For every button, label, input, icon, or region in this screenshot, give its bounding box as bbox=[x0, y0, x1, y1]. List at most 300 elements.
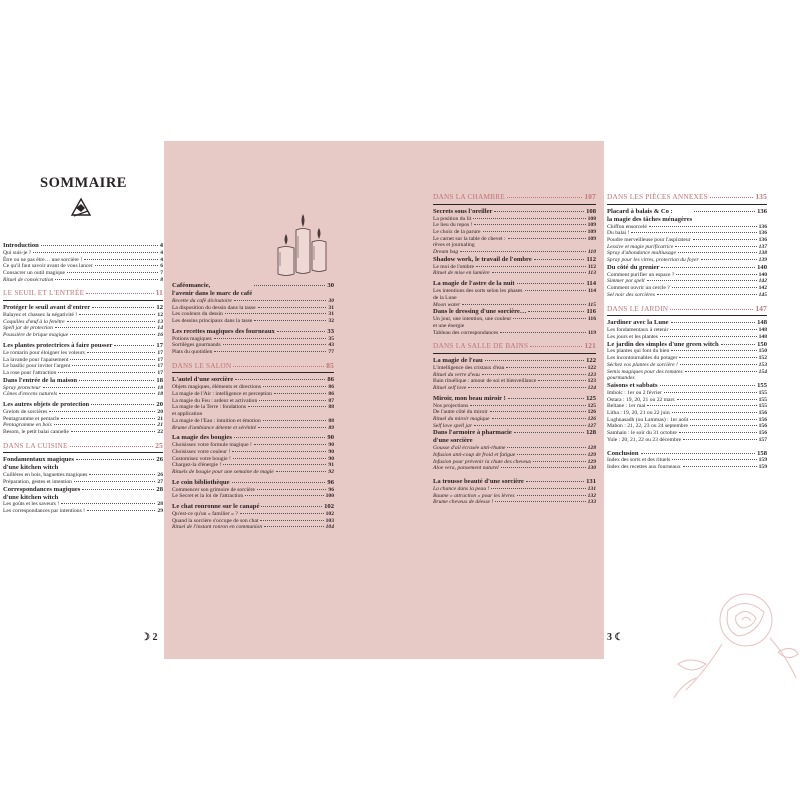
toc-entry[interactable] bbox=[3, 472, 163, 479]
dot-leader bbox=[672, 412, 757, 413]
toc-entry[interactable] bbox=[607, 348, 767, 355]
toc-entry[interactable] bbox=[3, 357, 163, 364]
dot-leader bbox=[514, 432, 584, 433]
dot-leader bbox=[259, 400, 326, 401]
toc-entry[interactable] bbox=[172, 449, 334, 456]
toc-entry[interactable] bbox=[607, 334, 767, 341]
toc-entry[interactable] bbox=[3, 508, 163, 515]
toc-entry-title: Du balai ! bbox=[607, 230, 630, 237]
toc-entry[interactable] bbox=[433, 229, 596, 236]
toc-entry[interactable] bbox=[3, 479, 163, 486]
toc-entry-title: Rituel du verre d'eau bbox=[433, 371, 480, 378]
dot-leader bbox=[260, 520, 323, 521]
toc-column-mid-right bbox=[433, 193, 596, 506]
dot-leader bbox=[492, 418, 586, 419]
toc-entry[interactable] bbox=[607, 327, 767, 334]
toc-entry[interactable] bbox=[607, 397, 767, 404]
toc-section-heading[interactable] bbox=[433, 193, 596, 202]
toc-page-number: 30 bbox=[327, 282, 334, 289]
toc-entry[interactable] bbox=[607, 257, 767, 264]
dot-leader bbox=[233, 366, 324, 367]
dot-leader bbox=[533, 461, 585, 462]
toc-entry-title: Sel noir des sorcières bbox=[607, 291, 655, 298]
toc-entry-title: L'autel d'une sorcière bbox=[172, 376, 234, 384]
toc-entry[interactable] bbox=[433, 264, 596, 271]
dot-leader bbox=[234, 437, 326, 438]
dot-leader bbox=[254, 285, 325, 286]
toc-entry-title: Un jour, une intention, une couleur et une énergie bbox=[433, 316, 512, 329]
toc-chapter-entry[interactable] bbox=[172, 328, 334, 336]
toc-page-number: 121 bbox=[584, 341, 596, 351]
section-rule bbox=[172, 372, 334, 373]
toc-entry-title: Infusion anti-coup de froid et fatigue bbox=[433, 451, 516, 458]
toc-page-number: 137 bbox=[758, 243, 767, 250]
toc-chapter-entry[interactable] bbox=[3, 486, 163, 502]
toc-entry[interactable] bbox=[172, 462, 334, 469]
toc-page-number: 109 bbox=[587, 235, 596, 242]
toc-entry-title: Choisissez votre formule magique ! bbox=[172, 442, 252, 449]
dot-leader bbox=[534, 259, 585, 260]
toc-entry[interactable] bbox=[433, 222, 596, 229]
toc-page-number: 108 bbox=[587, 215, 596, 222]
toc-entry[interactable] bbox=[607, 355, 767, 362]
toc-entry-title: Besom, le petit balai cannelle bbox=[3, 428, 70, 435]
toc-column-left bbox=[3, 242, 163, 515]
witch-emblem-icon bbox=[70, 196, 92, 218]
dot-leader bbox=[248, 406, 326, 407]
section-rule bbox=[433, 204, 596, 205]
toc-entry[interactable] bbox=[172, 336, 334, 343]
toc-entry-title: Cônes d'encens naturels bbox=[3, 391, 58, 398]
toc-entry[interactable] bbox=[172, 384, 334, 391]
toc-entry[interactable] bbox=[3, 391, 163, 398]
toc-entry[interactable] bbox=[3, 350, 163, 357]
toc-page-number: 119 bbox=[587, 329, 596, 336]
toc-entry[interactable] bbox=[607, 272, 767, 279]
toc-entry-title: Quand la sorcière s'occupe de son chat bbox=[172, 517, 259, 524]
toc-entry[interactable] bbox=[433, 459, 596, 466]
toc-entry[interactable] bbox=[433, 493, 596, 500]
toc-entry[interactable] bbox=[172, 342, 334, 349]
toc-entry[interactable] bbox=[172, 518, 334, 525]
toc-entry-title: Tableau des correspondances bbox=[433, 329, 499, 336]
toc-chapter-entry[interactable] bbox=[433, 280, 596, 288]
toc-section-heading[interactable] bbox=[607, 305, 767, 314]
toc-chapter-entry[interactable] bbox=[172, 479, 334, 487]
toc-entry[interactable] bbox=[607, 390, 767, 397]
toc-section-heading[interactable] bbox=[433, 342, 596, 351]
toc-entry[interactable] bbox=[607, 437, 767, 444]
toc-entry-title: Les jours et les plantes bbox=[607, 333, 658, 340]
toc-entry-title: Balayez et chassez la négativité ! bbox=[3, 312, 78, 319]
toc-entry[interactable] bbox=[172, 511, 334, 518]
toc-page-number: 159 bbox=[758, 464, 767, 471]
dot-leader bbox=[631, 232, 756, 233]
toc-entry[interactable] bbox=[433, 270, 596, 277]
toc-entry[interactable] bbox=[3, 409, 163, 416]
dot-leader bbox=[528, 311, 584, 312]
toc-entry-title: Litha : 19, 20, 21 ou 22 juin bbox=[607, 410, 670, 416]
toc-entry[interactable] bbox=[607, 362, 767, 369]
toc-page-number: 104 bbox=[325, 524, 334, 531]
toc-page-number: 28 bbox=[157, 501, 163, 508]
toc-entry-title: Imbolc : 1er ou 2 février bbox=[607, 389, 662, 396]
toc-page-number: 130 bbox=[587, 465, 596, 472]
toc-entry[interactable] bbox=[3, 319, 163, 326]
toc-entry[interactable] bbox=[433, 216, 596, 223]
page-number-right-value: 3 bbox=[607, 632, 612, 643]
toc-entry[interactable] bbox=[433, 423, 596, 430]
toc-entry-title: Ostara : 19, 20, 21 ou 22 mars bbox=[607, 396, 675, 403]
toc-entry[interactable] bbox=[172, 318, 334, 325]
dot-leader bbox=[76, 459, 155, 460]
toc-entry[interactable] bbox=[433, 330, 596, 337]
toc-page-number: 31 bbox=[328, 311, 334, 318]
toc-page-number: 156 bbox=[758, 430, 767, 437]
dot-leader bbox=[58, 372, 155, 373]
toc-entry[interactable] bbox=[3, 312, 163, 319]
dot-leader bbox=[41, 245, 158, 246]
toc-entry[interactable] bbox=[433, 249, 596, 256]
toc-entry[interactable] bbox=[3, 332, 163, 339]
toc-page-number: 126 bbox=[587, 416, 596, 422]
toc-page-number: 154 bbox=[758, 368, 767, 375]
toc-entry[interactable] bbox=[433, 378, 596, 385]
toc-entry[interactable] bbox=[607, 278, 767, 285]
toc-page-number: 142 bbox=[758, 278, 767, 285]
toc-entry-title: DANS LES PIÈCES ANNEXES bbox=[607, 192, 708, 201]
dot-leader bbox=[233, 458, 327, 459]
toc-entry[interactable] bbox=[433, 452, 596, 459]
toc-entry-title: DANS LE JARDIN bbox=[607, 303, 669, 313]
toc-entry-title: La magie de l'eau bbox=[433, 356, 483, 364]
toc-entry-title: Index des sorts et des rituels bbox=[607, 457, 671, 464]
toc-entry[interactable] bbox=[172, 391, 334, 398]
dot-leader bbox=[491, 488, 585, 489]
toc-column-mid-left bbox=[172, 282, 334, 531]
toc-page-number: 4 bbox=[160, 249, 163, 256]
toc-entry[interactable] bbox=[607, 430, 767, 437]
toc-entry[interactable] bbox=[433, 445, 596, 452]
toc-entry[interactable] bbox=[3, 385, 163, 392]
dot-leader bbox=[55, 327, 155, 328]
toc-page-number: 140 bbox=[758, 271, 767, 278]
dot-leader bbox=[485, 360, 584, 361]
toc-page-number: 25 bbox=[155, 440, 163, 450]
toc-entry[interactable] bbox=[607, 224, 767, 231]
toc-entry-title: Spray d'abondance multiusage bbox=[607, 250, 676, 257]
dot-leader bbox=[87, 510, 155, 511]
dot-leader bbox=[517, 454, 585, 455]
toc-entry-title: Commencer son grimoire de sorcière bbox=[172, 486, 255, 493]
toc-entry[interactable] bbox=[3, 429, 163, 436]
toc-entry-title: DANS LA CUISINE bbox=[3, 440, 68, 450]
toc-page-number: 155 bbox=[758, 389, 767, 396]
toc-entry-title: Simmer pot spell bbox=[607, 278, 645, 285]
toc-entry[interactable] bbox=[433, 403, 596, 410]
toc-chapter-entry[interactable] bbox=[172, 282, 334, 298]
toc-entry[interactable] bbox=[433, 499, 596, 506]
dot-leader bbox=[661, 267, 755, 268]
toc-entry-title: Qui suis-je ? bbox=[3, 249, 32, 256]
dot-leader bbox=[538, 380, 585, 381]
toc-entry[interactable] bbox=[433, 288, 596, 301]
dot-leader bbox=[240, 513, 324, 514]
toc-chapter-entry[interactable] bbox=[607, 319, 767, 327]
toc-entry[interactable] bbox=[433, 372, 596, 379]
toc-chapter-entry[interactable] bbox=[3, 456, 163, 472]
toc-entry-title: Rituel de consécration bbox=[3, 276, 54, 283]
toc-entry[interactable] bbox=[172, 524, 334, 531]
dot-leader bbox=[114, 345, 154, 346]
toc-entry[interactable] bbox=[3, 501, 163, 508]
toc-page-number: 148 bbox=[758, 327, 767, 334]
dot-leader bbox=[672, 459, 756, 460]
dot-leader bbox=[672, 287, 757, 288]
toc-entry-title: Brume d'ambiance détente et sérénité bbox=[172, 424, 257, 431]
toc-entry-title: La magie de l'Eau : intuition et émotion bbox=[172, 417, 261, 424]
toc-entry-title: Les fondamentaux à retenir bbox=[607, 327, 669, 334]
toc-entry[interactable] bbox=[433, 416, 596, 423]
toc-chapter-entry[interactable] bbox=[433, 478, 596, 486]
dot-leader bbox=[74, 481, 155, 482]
toc-page-number: 122 bbox=[587, 364, 596, 371]
toc-entry[interactable] bbox=[172, 425, 334, 432]
toc-entry[interactable] bbox=[172, 469, 334, 476]
toc-page-number: 17 bbox=[156, 341, 163, 349]
toc-chapter-entry[interactable] bbox=[3, 401, 163, 409]
toc-entry-title: Pentagramme et pentacle bbox=[3, 415, 60, 422]
toc-entry-title: Self love spell jar bbox=[433, 422, 472, 429]
toc-entry[interactable] bbox=[172, 456, 334, 463]
toc-entry-title: Chiffon ensorcelé bbox=[607, 223, 647, 230]
toc-entry[interactable] bbox=[433, 302, 596, 309]
toc-page-number: 125 bbox=[587, 402, 596, 409]
toc-entry[interactable] bbox=[3, 270, 163, 277]
toc-page-number: 123 bbox=[587, 378, 596, 385]
toc-chapter-entry[interactable] bbox=[607, 450, 767, 458]
toc-entry[interactable] bbox=[433, 385, 596, 392]
toc-entry[interactable] bbox=[3, 250, 163, 257]
toc-page-number: 115 bbox=[587, 301, 596, 308]
toc-entry[interactable] bbox=[3, 277, 163, 284]
toc-chapter-entry[interactable] bbox=[607, 264, 767, 272]
toc-page-number: 116 bbox=[587, 316, 596, 323]
toc-chapter-entry[interactable] bbox=[3, 304, 163, 312]
toc-chapter-entry[interactable] bbox=[433, 208, 596, 216]
toc-entry[interactable] bbox=[3, 422, 163, 429]
toc-entry-title: DANS LE SALON bbox=[172, 360, 232, 370]
toc-page-number: 124 bbox=[587, 384, 596, 391]
dot-leader bbox=[87, 352, 156, 353]
dot-leader bbox=[264, 526, 323, 527]
toc-chapter-entry[interactable] bbox=[172, 434, 334, 442]
toc-entry[interactable] bbox=[607, 237, 767, 244]
toc-entry[interactable] bbox=[607, 230, 767, 237]
toc-entry[interactable] bbox=[3, 363, 163, 370]
toc-entry[interactable] bbox=[172, 493, 334, 500]
toc-entry[interactable] bbox=[607, 403, 767, 410]
toc-page-number: 109 bbox=[587, 222, 596, 229]
dot-leader bbox=[277, 331, 326, 332]
toc-section-heading[interactable] bbox=[3, 442, 163, 451]
toc-chapter-entry[interactable] bbox=[172, 503, 334, 511]
toc-column-right bbox=[607, 193, 767, 471]
toc-entry[interactable] bbox=[433, 316, 596, 329]
toc-page-number: 102 bbox=[324, 502, 334, 510]
dot-leader bbox=[694, 211, 755, 212]
dot-leader bbox=[690, 419, 756, 420]
toc-entry[interactable] bbox=[607, 423, 767, 430]
dot-leader bbox=[232, 482, 326, 483]
toc-page-number: 21 bbox=[157, 415, 163, 422]
toc-chapter-entry[interactable] bbox=[433, 308, 596, 316]
toc-entry[interactable] bbox=[172, 298, 334, 305]
dot-leader bbox=[483, 231, 586, 232]
dot-leader bbox=[660, 336, 757, 337]
toc-entry-title: La position du lit bbox=[433, 215, 472, 222]
toc-page-number: 150 bbox=[757, 340, 767, 348]
toc-page-number: 133 bbox=[587, 499, 596, 506]
dot-leader bbox=[671, 350, 756, 351]
toc-page-number: 20 bbox=[157, 408, 163, 415]
dot-leader bbox=[72, 365, 155, 366]
toc-entry[interactable] bbox=[3, 325, 163, 332]
toc-page-number: 152 bbox=[758, 355, 767, 362]
toc-chapter-entry[interactable] bbox=[433, 256, 596, 264]
toc-entry-title: Caféomancie, l'avenir dans le marc de café bbox=[172, 282, 253, 297]
dot-leader bbox=[235, 379, 325, 380]
toc-entry-title: Dans l'entrée de la maison bbox=[3, 376, 77, 384]
toc-chapter-entry[interactable] bbox=[433, 395, 596, 403]
dot-leader bbox=[693, 239, 757, 240]
toc-entry-title: Objets magiques, éléments et directions bbox=[172, 384, 262, 391]
toc-entry[interactable] bbox=[607, 244, 767, 251]
toc-chapter-entry[interactable] bbox=[433, 429, 596, 445]
toc-chapter-entry[interactable] bbox=[3, 242, 163, 250]
toc-entry-title: Saisons et sabbats bbox=[607, 381, 658, 389]
dot-leader bbox=[54, 424, 156, 425]
toc-page-number: 27 bbox=[157, 478, 163, 485]
toc-page-number: 96 bbox=[328, 486, 334, 493]
toc-page-number: 18 bbox=[157, 391, 163, 398]
toc-entry-title: Infusion pour prévenir la chute des cheveux bbox=[433, 458, 532, 465]
toc-page-number: 109 bbox=[587, 229, 596, 236]
toc-entry[interactable] bbox=[433, 486, 596, 493]
toc-entry-title: Rituels de bougie pour une semaine de magie bbox=[172, 468, 274, 475]
dot-leader bbox=[517, 283, 585, 284]
toc-entry[interactable] bbox=[3, 416, 163, 423]
toc-entry-title: Grelots de sorcières bbox=[3, 408, 48, 415]
toc-page-number: 100 bbox=[325, 493, 334, 500]
toc-page-number: 20 bbox=[156, 400, 163, 408]
toc-page-number: 30 bbox=[328, 297, 334, 304]
toc-entry[interactable] bbox=[433, 409, 596, 416]
toc-entry[interactable] bbox=[3, 370, 163, 377]
toc-page-number: 107 bbox=[584, 192, 596, 201]
toc-page-number: 22 bbox=[157, 428, 163, 435]
dot-leader bbox=[474, 224, 585, 225]
toc-entry-title: Secrets sous l'oreiller bbox=[433, 207, 493, 215]
dot-leader bbox=[492, 272, 586, 273]
dot-leader bbox=[95, 265, 159, 266]
dot-leader bbox=[258, 427, 326, 428]
toc-entry[interactable] bbox=[172, 349, 334, 356]
dot-leader bbox=[641, 453, 756, 454]
toc-page-number: 147 bbox=[755, 303, 767, 313]
toc-page-number: 90 bbox=[328, 455, 334, 462]
toc-section-heading[interactable] bbox=[3, 289, 163, 298]
toc-chapter-entry[interactable] bbox=[3, 377, 163, 385]
toc-chapter-entry[interactable] bbox=[3, 342, 163, 350]
toc-entry[interactable] bbox=[607, 417, 767, 424]
toc-page-number: 17 bbox=[157, 356, 163, 363]
toc-entry[interactable] bbox=[433, 465, 596, 472]
toc-entry-title: Les autres objets de protection bbox=[3, 400, 90, 408]
toc-entry[interactable] bbox=[172, 418, 334, 425]
dot-leader bbox=[677, 399, 757, 400]
toc-entry[interactable] bbox=[607, 369, 767, 382]
toc-chapter-entry[interactable] bbox=[172, 376, 334, 384]
toc-entry-title: Le Secret et la loi de l'attraction bbox=[172, 493, 244, 500]
toc-entry-title: Customisez votre bougie ! bbox=[172, 455, 231, 462]
toc-entry[interactable] bbox=[172, 305, 334, 312]
toc-page-number: 155 bbox=[757, 381, 767, 389]
toc-entry[interactable] bbox=[607, 464, 767, 471]
dot-leader bbox=[254, 320, 326, 321]
toc-entry-title: Fondamentaux magiques d'une kitchen witch bbox=[3, 456, 74, 472]
dot-leader bbox=[506, 367, 585, 368]
toc-entry-title: Le basilic pour inviter l'argent bbox=[3, 363, 71, 370]
dot-leader bbox=[476, 266, 586, 267]
dot-leader bbox=[507, 197, 583, 198]
toc-page-number: 16 bbox=[157, 332, 163, 339]
toc-section-heading[interactable] bbox=[172, 362, 334, 371]
dot-leader bbox=[49, 411, 155, 412]
toc-entry[interactable] bbox=[433, 365, 596, 372]
toc-entry[interactable] bbox=[172, 311, 334, 318]
toc-page-number: 148 bbox=[758, 333, 767, 340]
toc-entry-title: Placard à balais & Co : la magie des tâches ménagères bbox=[607, 207, 693, 223]
toc-entry[interactable] bbox=[3, 263, 163, 270]
toc-page-number: 7 bbox=[160, 270, 163, 277]
toc-chapter-entry[interactable] bbox=[433, 357, 596, 365]
dot-leader bbox=[84, 259, 158, 260]
toc-entry[interactable] bbox=[607, 285, 767, 292]
toc-page-number: 17 bbox=[157, 349, 163, 356]
toc-page-number: 126 bbox=[587, 409, 596, 416]
page-title: SOMMAIRE bbox=[40, 175, 127, 191]
toc-entry[interactable] bbox=[607, 292, 767, 299]
toc-entry[interactable] bbox=[172, 404, 334, 417]
toc-entry[interactable] bbox=[607, 410, 767, 417]
toc-page-number: 114 bbox=[586, 280, 596, 288]
toc-entry-title: Les intentions des sorts selon les phases de la Lune bbox=[433, 288, 523, 301]
toc-page-number: 43 bbox=[328, 342, 334, 349]
toc-entry-title: Potions magiques bbox=[172, 335, 212, 342]
dot-leader bbox=[261, 506, 322, 507]
dot-leader bbox=[679, 357, 756, 358]
toc-section-heading[interactable] bbox=[607, 193, 767, 202]
toc-entry-title: Poussière de brique magique bbox=[3, 332, 69, 339]
toc-entry-title: Préparation, gestes et intention bbox=[3, 478, 72, 485]
toc-entry[interactable] bbox=[172, 487, 334, 494]
toc-chapter-entry[interactable] bbox=[607, 382, 767, 390]
toc-chapter-entry[interactable] bbox=[607, 208, 767, 224]
toc-entry[interactable] bbox=[172, 442, 334, 449]
dot-leader bbox=[495, 501, 585, 502]
toc-entry[interactable] bbox=[433, 236, 596, 249]
